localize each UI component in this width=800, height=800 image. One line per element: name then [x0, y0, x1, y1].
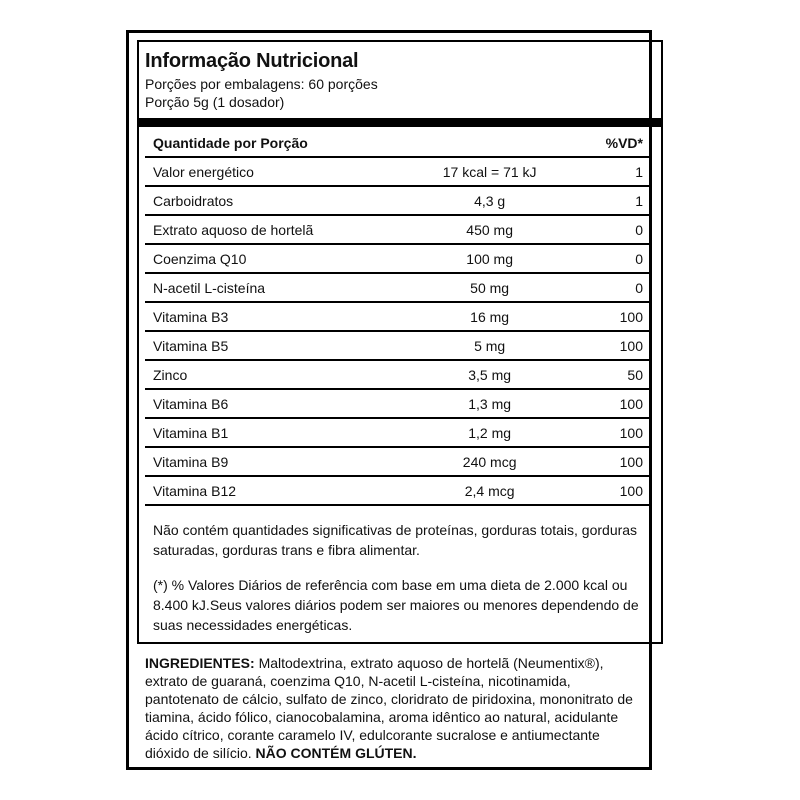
nutrient-name: Zinco: [145, 360, 408, 389]
table-row: [145, 331, 651, 360]
nutrient-vd: 0: [571, 215, 651, 244]
table-row: [145, 157, 651, 186]
table-row: [145, 447, 651, 476]
nutrient-vd: 0: [571, 273, 651, 302]
gluten-warning: NÃO CONTÉM GLÚTEN.: [255, 745, 417, 761]
nutrient-amount: 4,3 g: [408, 186, 572, 215]
nutrient-amount: 240 mcg: [408, 447, 572, 476]
nutrient-amount: 2,4 mcg: [408, 476, 572, 505]
nutrient-amount: 100 mg: [408, 244, 572, 273]
table-row: [145, 418, 651, 447]
nutrient-amount: 1,2 mg: [408, 418, 572, 447]
nutrient-vd: 100: [571, 418, 651, 447]
nutrient-amount: 5 mg: [408, 331, 572, 360]
table-row: [145, 273, 651, 302]
header-quantity: Quantidade por Porção: [145, 129, 571, 157]
table-row: [145, 476, 651, 505]
nutrition-table: [145, 129, 651, 506]
thick-divider: [139, 118, 661, 127]
servings-per-package: Porções por embalagens: 60 porções: [145, 76, 378, 92]
table-row: [145, 389, 651, 418]
nutrient-vd: 100: [571, 389, 651, 418]
daily-values-note: (*) % Valores Diários de referência com base em uma dieta de 2.000 kcal ou 8.400 kJ.Seus valores diários podem ser maiores ou menores dependendo de suas necessidades energéticas.: [153, 577, 639, 633]
nutrient-name: Valor energético: [145, 157, 408, 186]
nutrient-name: Coenzima Q10: [145, 244, 408, 273]
table-row: [145, 360, 651, 389]
nutrient-amount: 3,5 mg: [408, 360, 572, 389]
ingredients-label: INGREDIENTES:: [145, 655, 255, 671]
nutrient-amount: 1,3 mg: [408, 389, 572, 418]
ingredients-block: [145, 654, 645, 762]
table-header-row: [145, 129, 651, 157]
nutrient-vd: 100: [571, 302, 651, 331]
nutrient-vd: 1: [571, 157, 651, 186]
insignificant-note: Não contém quantidades significativas de proteínas, gorduras totais, gorduras saturadas, gorduras trans e fibra alimentar.: [153, 522, 638, 558]
ingredients-text: Maltodextrina, extrato aquoso de hortelã (Neumentix®), extrato de guaraná, coenzima Q10, N-acetil L-cisteína, nicotinamida, pantotenato de cálcio, sulfato de zinco, cloridrato de piridoxina, mononitrato de tiamina, ácido fólico, cianocobalamina, aroma idêntico ao natural, acidulante ácido cítrico, corante caramelo IV, edulcorante sucralose e antiumectante dióxido de silício.: [145, 655, 633, 761]
panel-title: Informação Nutricional: [145, 50, 359, 72]
nutrient-name: Vitamina B3: [145, 302, 408, 331]
nutrient-name: Vitamina B1: [145, 418, 408, 447]
nutrient-name: Vitamina B9: [145, 447, 408, 476]
nutrient-amount: 50 mg: [408, 273, 572, 302]
nutrient-name: Vitamina B5: [145, 331, 408, 360]
nutrient-vd: 1: [571, 186, 651, 215]
header-vd: %VD*: [571, 129, 651, 157]
nutrient-vd: 100: [571, 331, 651, 360]
table-row: [145, 186, 651, 215]
nutrient-name: N-acetil L-cisteína: [145, 273, 408, 302]
nutrient-amount: 16 mg: [408, 302, 572, 331]
nutrient-amount: 17 kcal = 71 kJ: [408, 157, 572, 186]
nutrient-vd: 0: [571, 244, 651, 273]
nutrient-name: Carboidratos: [145, 186, 408, 215]
nutrient-vd: 100: [571, 447, 651, 476]
nutrient-vd: 100: [571, 476, 651, 505]
nutrient-name: Extrato aquoso de hortelã: [145, 215, 408, 244]
nutrient-name: Vitamina B12: [145, 476, 408, 505]
nutrient-amount: 450 mg: [408, 215, 572, 244]
nutrient-vd: 50: [571, 360, 651, 389]
nutrient-name: Vitamina B6: [145, 389, 408, 418]
table-row: [145, 302, 651, 331]
serving-size: Porção 5g (1 dosador): [145, 94, 285, 110]
table-row: [145, 215, 651, 244]
table-row: [145, 244, 651, 273]
